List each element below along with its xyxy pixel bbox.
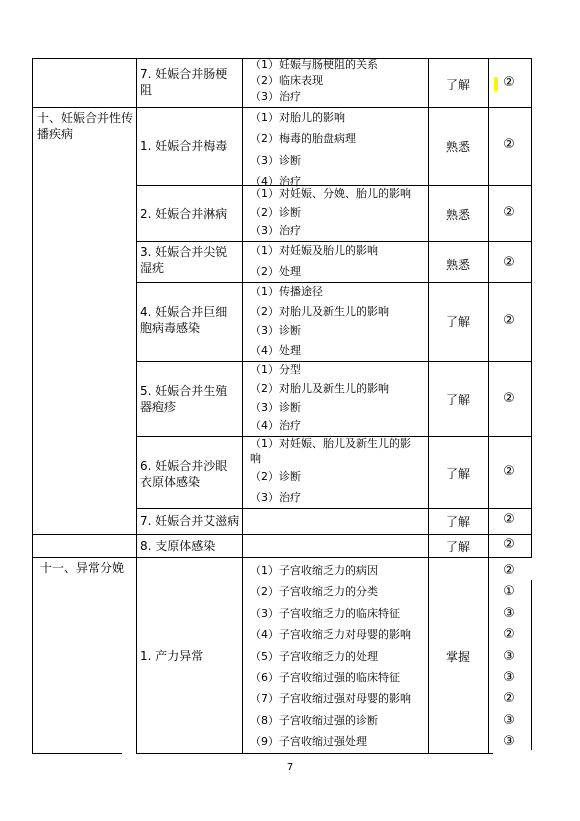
row-divider (136, 508, 532, 509)
subtopic-item: （1）传播途径 (250, 285, 323, 298)
topic-cell: 4. 妊娠合并巨细胞病毒感染 (140, 305, 228, 335)
subtopic-item: （3）诊断 (250, 400, 301, 414)
requirement-cell: 熟悉 (445, 208, 470, 222)
requirement-cell: 掌握 (445, 650, 470, 664)
column-divider (242, 58, 243, 754)
requirement-cell: 了解 (445, 515, 470, 529)
requirement-cell: 了解 (445, 540, 470, 554)
requirement-cell: 熟悉 (445, 140, 470, 154)
subtopic-list (250, 361, 425, 436)
topic-cell: 2. 妊娠合并淋病 (140, 207, 228, 221)
subtopic-item: （7）子宫收缩过强对母婴的影响 (250, 692, 411, 706)
subtopic-item: （2）对胎儿及新生儿的影响 (250, 381, 389, 395)
subtopic-item: （4）治疗 (250, 175, 301, 189)
subtopic-item: （1）妊娠与肠梗阻的关系 (250, 58, 378, 71)
subtopic-item: （6）子宫收缩过强的临床特征 (250, 670, 400, 684)
topic-cell: 5. 妊娠合并生殖器疱疹 (140, 384, 228, 414)
subtopic-item: （4）处理 (250, 344, 301, 358)
subtopic-item: （4）子宫收缩乏力对母婴的影响 (250, 628, 411, 642)
topic-cell: 6. 妊娠合并沙眼衣原体感染 (140, 459, 228, 489)
column-divider (136, 58, 137, 754)
subtopic-item: （3）治疗 (250, 224, 301, 238)
subtopic-item: （1）分型 (250, 363, 301, 376)
category-cell: 十一、异常分娩 (40, 561, 125, 575)
subtopic-item: （2）处理 (250, 264, 301, 278)
subtopic-item: （2）诊断 (250, 205, 301, 219)
requirement-cell: 了解 (445, 467, 470, 481)
table-border-left (32, 58, 33, 754)
level-cell: ③ (503, 605, 515, 621)
subtopic-item: （2）对胎儿及新生儿的影响 (250, 304, 389, 318)
level-cell: ① (503, 584, 515, 600)
level-cell: ② (503, 691, 515, 707)
subtopic-item: （8）子宫收缩过强的诊断 (250, 713, 378, 727)
requirement-cell: 了解 (445, 78, 470, 92)
level-cell: ② (503, 391, 515, 406)
level-cell: ② (503, 205, 515, 220)
subtopic-list (250, 282, 425, 361)
level-cell: ③ (503, 648, 515, 664)
subtopic-list (250, 436, 425, 508)
topic-cell: 1. 产力异常 (140, 649, 204, 663)
subtopic-item: （1）对妊娠、分娩、胎儿的影响 (250, 187, 411, 200)
subtopic-list (250, 185, 425, 241)
table-border-right (531, 58, 532, 558)
level-cell: ② (503, 255, 515, 270)
subtopic-item: （1）对妊娠及胎儿的影响 (250, 244, 378, 257)
subtopic-item: （1）对妊娠、胎儿及新生儿的影 (250, 437, 411, 450)
page-number: 7 (286, 762, 294, 773)
level-cell: ② (503, 137, 515, 152)
subtopic-item: （5）子宫收缩乏力的处理 (250, 649, 378, 663)
category-cell: 十、妊娠合并性传播疾病 (37, 111, 134, 141)
level-cell: ③ (503, 734, 515, 750)
column-divider (428, 58, 429, 754)
subtopic-list (250, 107, 425, 193)
subtopic-list (250, 57, 425, 105)
topic-cell: 7. 妊娠合并艾滋病 (140, 514, 240, 528)
subtopic-item: （1）子宫收缩乏力的病因 (250, 564, 378, 577)
level-cell: ② (503, 512, 515, 527)
table-border-bottom (137, 753, 493, 754)
row-divider (32, 557, 532, 558)
subtopic-item: （3）子宫收缩乏力的临床特征 (250, 606, 400, 620)
level-cell: ② (503, 75, 515, 90)
table-border-bottom (32, 753, 122, 754)
subtopic-item: （2）梅毒的胎盘病理 (250, 132, 356, 146)
table-border-right (531, 580, 532, 750)
subtopic-item: （2）子宫收缩乏力的分类 (250, 585, 378, 599)
level-cell: ② (503, 627, 515, 643)
level-cell: ③ (503, 669, 515, 685)
row-divider (32, 534, 532, 535)
subtopic-item: （1）对胎儿的影响 (250, 111, 345, 124)
subtopic-item: （3）治疗 (250, 491, 301, 504)
subtopic-item: （2）诊断 (250, 470, 301, 483)
level-cell: ② (503, 464, 515, 479)
topic-cell: 8. 支原体感染 (140, 539, 216, 553)
subtopic-item: （2）临床表现 (250, 74, 323, 87)
subtopic-list (250, 241, 425, 282)
subtopic-item: 响 (250, 452, 261, 465)
subtopic-item: （3）诊断 (250, 324, 301, 338)
level-cell: ③ (503, 712, 515, 728)
topic-cell: 7. 妊娠合并肠梗阻 (140, 67, 228, 97)
subtopic-item: （9）子宫收缩过强处理 (250, 735, 367, 749)
subtopic-item: （4）治疗 (250, 419, 301, 433)
requirement-cell: 了解 (445, 315, 470, 329)
level-cell: ② (503, 313, 515, 328)
column-divider (488, 58, 489, 754)
topic-cell: 1. 妊娠合并梅毒 (140, 139, 228, 153)
requirement-cell: 熟悉 (445, 258, 470, 272)
level-cell: ② (503, 563, 515, 578)
requirement-cell: 了解 (445, 393, 470, 407)
subtopic-list (250, 560, 425, 753)
topic-cell: 3. 妊娠合并尖锐湿疣 (140, 245, 228, 275)
subtopic-item: （3）治疗 (250, 90, 301, 103)
level-list (496, 560, 522, 753)
subtopic-item: （3）诊断 (250, 153, 301, 167)
level-cell: ② (503, 537, 515, 552)
